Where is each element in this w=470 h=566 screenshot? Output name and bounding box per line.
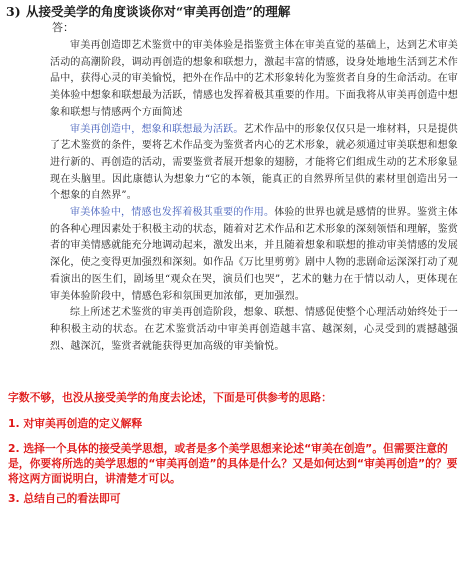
paragraph-text: 体验的世界也就是感情的世界。鉴赏主体的各种心理因素处于积极主动的状态，随着对艺术作品和艺术形象的深刻领悟和理解，鉴赏者的审美情感就能充分地调动起来，激发出来，并且随着想象和联想的推动审美情感的发展深化，使之变得更加强烈和深刻。如作品《万比里剪剪》剧中人物的悲剧命运深深打动了观看演出的医生们，剧场里“观众在哭，演员们也哭”，艺术的魅力在于情以动人，更体现在审美体验阶段中，情感色彩和氛围更加浓郁，更加强烈。: [50, 207, 458, 302]
paragraph-text: 艺术作品中的形象仅仅只是一堆材料，只是提供了艺术鉴赏的条件，要将艺术作品变为鉴赏者内心的艺术形象，就必须通过审美联想和想象进行新的、再创造的活动，需要鉴赏者展开想象的翅膀，才能将它们组成生动的艺术形象显现在头脑里。因此康德认为想象力“它的本领，能真正的自然界所呈供的素材里创造出另一个想象的自然界”。: [50, 123, 459, 202]
highlight-sentence: 审美体验中，情感也发挥着极其重要的作用。: [70, 207, 275, 219]
answer-paragraph-1: 审美再创造即艺术鉴赏中的审美体验是指鉴赏主体在审美直觉的基础上，达到艺术审美活动的高潮阶段，调动再创造的想象和联想力，激起丰富的情感，设身处地地生活到艺术作品中，获得心灵的审美愉悦，把外在作品中的艺术形象转化为鉴赏者自身的生命活动。在审美体验中想象和联想最为活跃，情感也发挥着极其重要的作用。下面我将从审美再创造中想象和联想与情感两个方面简述: [50, 40, 458, 118]
highlight-sentence: 审美再创造中，想象和联想最为活跃。: [70, 123, 244, 135]
teacher-comments: [8, 390, 464, 517]
comment-intro: 字数不够，也没从接受美学的角度去论述，下面是可供参考的思路：: [8, 391, 332, 404]
comment-item-2: 2. 选择一个具体的接受美学思想，或者是多个美学思想来论述“审美在创造”。但需要注意的是，你要将所选的美学思想的“审美再创造”的具体是什么？又是如何达到“审美再创造”的？要将这两方面说明白，讲清楚才可以。: [8, 442, 458, 485]
comment-item-3: 3. 总结自己的看法即可: [8, 492, 121, 505]
answer-paragraph-3: [50, 205, 458, 305]
answer-paragraph-2: [50, 122, 458, 206]
comment-item-1: 1. 对审美再创造的定义解释: [8, 416, 143, 430]
question-number: 3): [6, 4, 21, 19]
question-title: [6, 4, 464, 20]
answer-body: [50, 38, 458, 355]
answer-label: 答：: [52, 21, 74, 34]
question-text: 从接受美学的角度谈谈你对“审美再创造”的理解: [26, 4, 291, 19]
answer-paragraph-4: 综上所述艺术鉴赏的审美再创造阶段，想象、联想、情感促使整个心理活动始终处于一种积极主动的状态。在艺术鉴赏活动中审美再创造越丰富、越深刻，心灵受到的震撼越强烈、越深沉，鉴赏者就能获得更加高级的审美愉悦。: [50, 307, 458, 352]
